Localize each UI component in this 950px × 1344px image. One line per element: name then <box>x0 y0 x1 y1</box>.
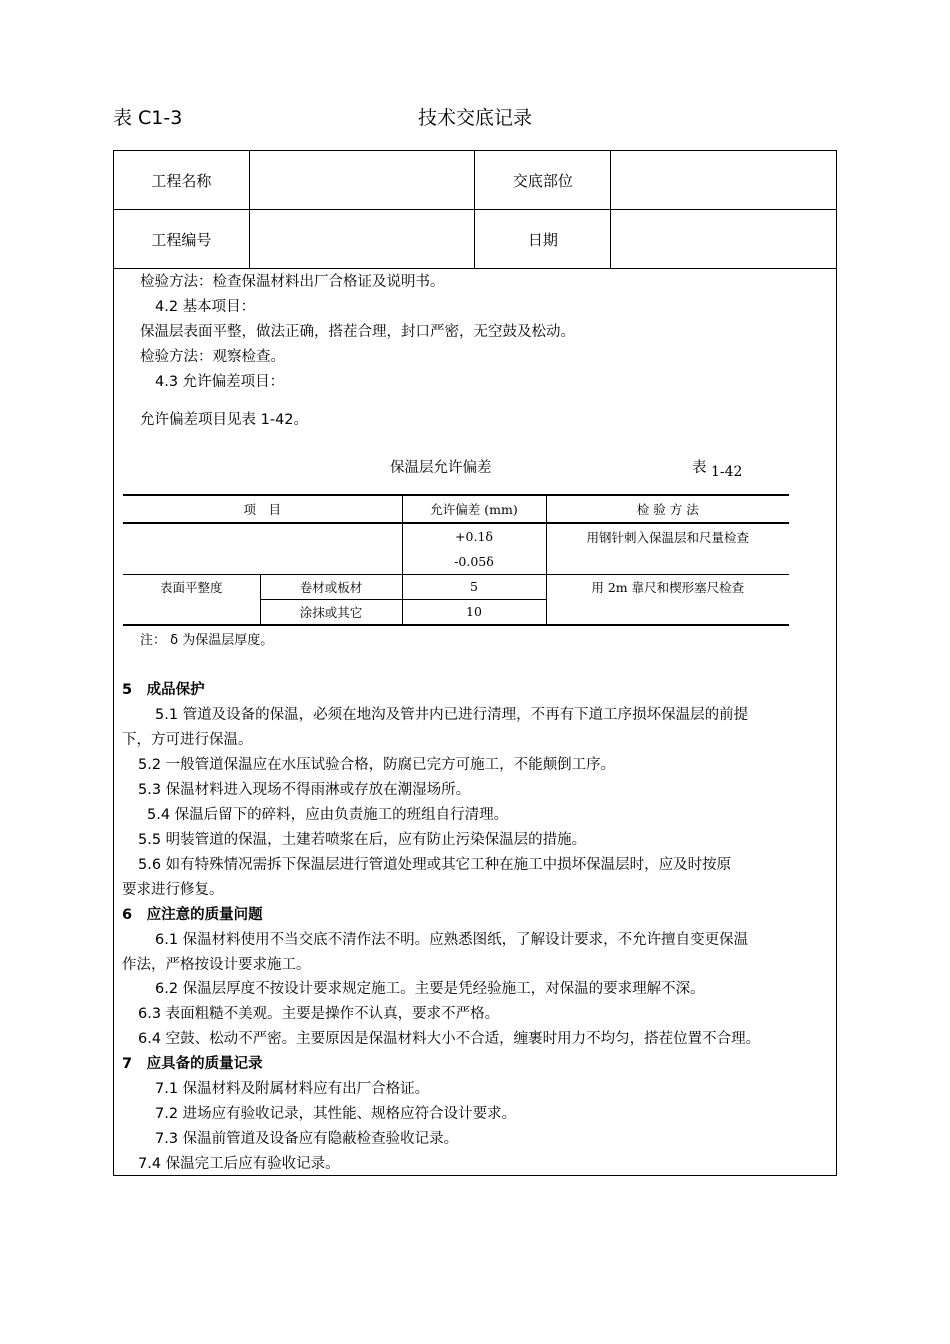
project-number-label: 工程编号 <box>114 210 250 269</box>
thickness-item-cell <box>123 523 402 574</box>
content-line: 7.1 保温材料及附属材料应有出厂合格证。 <box>155 1081 430 1097</box>
section-6-title: 6 应注意的质量问题 <box>122 907 263 923</box>
section-7-title: 7 应具备的质量记录 <box>122 1056 263 1072</box>
flatness-sub-coating: 涂抹或其它 <box>260 599 402 625</box>
content-line: 下，方可进行保温。 <box>122 732 253 748</box>
content-line: 5.6 如有特殊情况需拆下保温层进行管道处理或其它工种在施工中损坏保温层时，应及时按原 <box>138 857 732 873</box>
flatness-sheet-tolerance: 5 <box>402 574 546 599</box>
deviation-table-number: 1-42 <box>711 464 743 480</box>
header-deviation: 允许偏差 (mm) <box>402 495 546 523</box>
content-line: 要求进行修复。 <box>122 882 224 898</box>
flatness-coating-tolerance: 10 <box>402 599 546 625</box>
project-name-value[interactable] <box>249 151 475 210</box>
content-line: 检验方法：观察检查。 <box>140 349 285 365</box>
thickness-lower-tolerance: -0.05δ <box>402 549 546 574</box>
thickness-check-method: 用钢针刺入保温层和尺量检查 <box>546 523 789 574</box>
date-value[interactable] <box>611 210 837 269</box>
content-line: 7.2 进场应有验收记录，其性能、规格应符合设计要求。 <box>155 1106 517 1122</box>
project-name-label: 工程名称 <box>114 151 250 210</box>
deviation-table-word: 表 <box>692 460 707 476</box>
project-info-table <box>113 150 837 269</box>
thickness-upper-tolerance: +0.1δ <box>402 523 546 549</box>
content-line: 允许偏差项目见表 1-42。 <box>140 412 309 428</box>
content-line: 检验方法：检查保温材料出厂合格证及说明书。 <box>140 274 445 290</box>
section-5-title: 5 成品保护 <box>122 682 205 698</box>
disclosure-part-value[interactable] <box>611 151 837 210</box>
deviation-table <box>123 494 789 626</box>
content-line: 5.4 保温后留下的碎料，应由负责施工的班组自行清理。 <box>147 807 509 823</box>
project-number-value[interactable] <box>249 210 475 269</box>
content-line: 4.2 基本项目： <box>155 299 256 315</box>
content-line: 4.3 允许偏差项目： <box>155 374 285 390</box>
form-code: 表 C1-3 <box>113 107 183 129</box>
content-line: 作法，严格按设计要求施工。 <box>122 957 311 973</box>
flatness-check-method: 用 2m 靠尺和楔形塞尺检查 <box>546 574 789 625</box>
content-line: 5.5 明装管道的保温，土建若喷浆在后，应有防止污染保温层的措施。 <box>138 832 587 848</box>
deviation-table-caption: 保温层允许偏差 <box>390 460 492 476</box>
content-line: 保温层表面平整，做法正确，搭茬合理，封口严密，无空鼓及松动。 <box>140 324 575 340</box>
flatness-item: 表面平整度 <box>123 574 260 625</box>
content-line: 5.2 一般管道保温应在水压试验合格，防腐已完方可施工，不能颠倒工序。 <box>138 757 616 773</box>
content-line: 6.3 表面粗糙不美观。主要是操作不认真，要求不严格。 <box>138 1006 500 1022</box>
content-line: 7.3 保温前管道及设备应有隐蔽检查验收记录。 <box>155 1131 459 1147</box>
flatness-sub-sheet: 卷材或板材 <box>260 574 402 599</box>
content-line: 7.4 保温完工后应有验收记录。 <box>138 1156 340 1172</box>
content-line: 5.3 保温材料进入现场不得雨淋或存放在潮湿场所。 <box>138 782 471 798</box>
disclosure-part-label: 交底部位 <box>475 151 611 210</box>
content-line: 6.2 保温层厚度不按设计要求规定施工。主要是凭经验施工，对保温的要求理解不深。 <box>155 981 705 997</box>
document-title: 技术交底记录 <box>417 107 532 129</box>
content-line: 5.1 管道及设备的保温，必须在地沟及管井内已进行清理，不再有下道工序损坏保温层的前提 <box>155 707 749 723</box>
header-method: 检 验 方 法 <box>546 495 789 523</box>
date-label: 日期 <box>475 210 611 269</box>
content-line: 6.4 空鼓、松动不严密。主要原因是保温材料大小不合适，缠裹时用力不均匀，搭茬位置不合理。 <box>138 1031 761 1047</box>
header-item: 项 目 <box>123 495 402 523</box>
deviation-table-note: 注： δ 为保温层厚度。 <box>140 633 274 648</box>
content-line: 6.1 保温材料使用不当交底不清作法不明。应熟悉图纸，了解设计要求，不允许擅自变更保温 <box>155 932 749 948</box>
